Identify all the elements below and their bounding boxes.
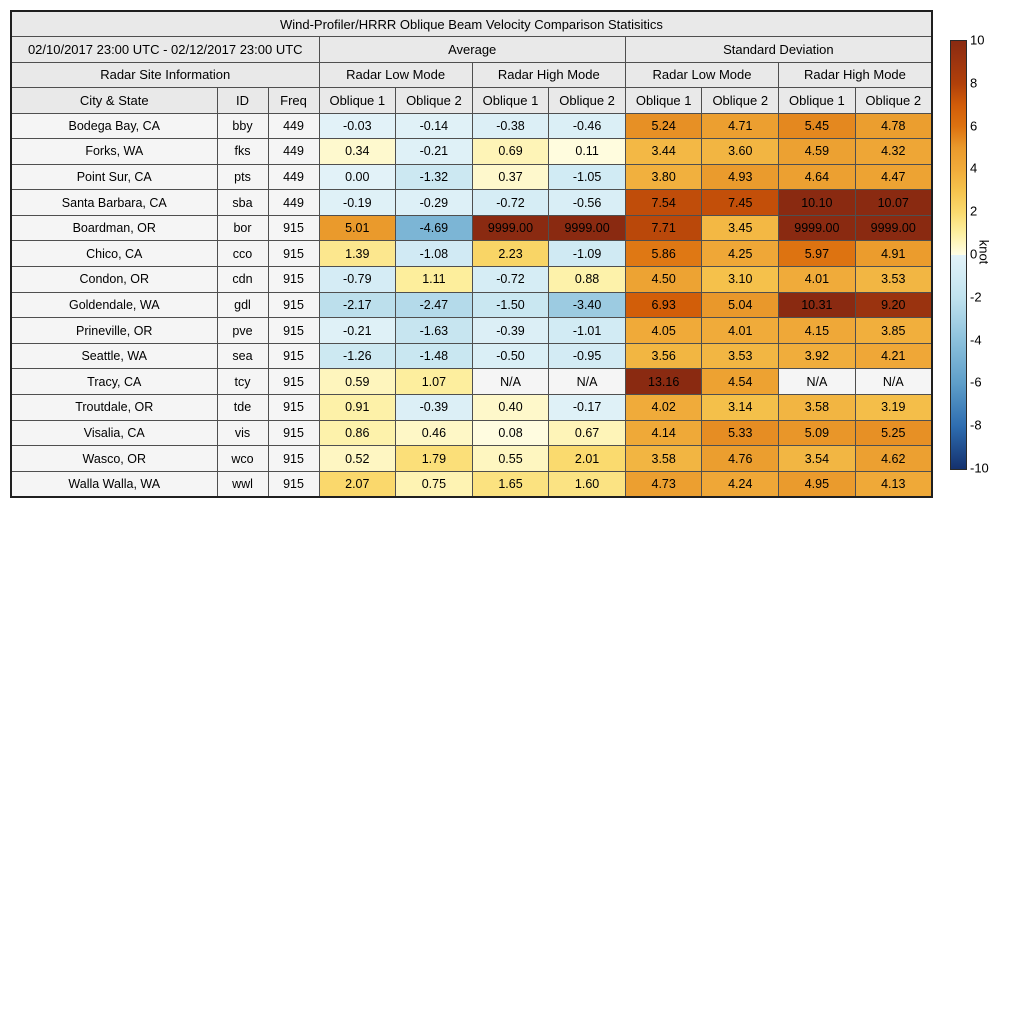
value-cell: 4.21 [855, 343, 932, 369]
freq-cell: 449 [268, 164, 319, 190]
value-cell: -2.47 [396, 292, 473, 318]
freq-cell: 915 [268, 267, 319, 293]
freq-cell: 449 [268, 190, 319, 216]
site-id-cell: tde [217, 395, 268, 421]
site-info-header: Radar Site Information [11, 62, 319, 88]
value-cell: 0.75 [396, 471, 473, 497]
value-cell: 4.01 [779, 267, 856, 293]
colorbar-tick-label: 8 [970, 75, 978, 91]
value-cell: 5.25 [855, 420, 932, 446]
mode-header-row [11, 62, 932, 88]
site-id-cell: pve [217, 318, 268, 344]
value-cell: -0.19 [319, 190, 396, 216]
value-cell: 0.55 [472, 446, 549, 472]
freq-cell: 915 [268, 395, 319, 421]
oblique1-header: Oblique 1 [625, 88, 702, 114]
value-cell: 5.45 [779, 113, 856, 139]
table-row [11, 395, 932, 421]
table-row [11, 215, 932, 241]
value-cell: -0.29 [396, 190, 473, 216]
value-cell: 0.08 [472, 420, 549, 446]
value-cell: 4.93 [702, 164, 779, 190]
table-row [11, 420, 932, 446]
value-cell: 0.37 [472, 164, 549, 190]
oblique2-header: Oblique 2 [396, 88, 473, 114]
oblique1-header: Oblique 1 [472, 88, 549, 114]
value-cell: 9999.00 [549, 215, 626, 241]
value-cell: -0.50 [472, 343, 549, 369]
city-state-cell: Seattle, WA [11, 343, 217, 369]
colorbar-tick-label: -4 [970, 332, 982, 348]
value-cell: 0.52 [319, 446, 396, 472]
value-cell: 0.00 [319, 164, 396, 190]
value-cell: -1.48 [396, 343, 473, 369]
value-cell: -1.50 [472, 292, 549, 318]
value-cell: 4.13 [855, 471, 932, 497]
colorbar-tick-label: -2 [970, 289, 982, 305]
value-cell: 4.05 [625, 318, 702, 344]
sd-high-mode-header: Radar High Mode [779, 62, 932, 88]
title-row [11, 11, 932, 37]
value-cell: 9999.00 [472, 215, 549, 241]
oblique1-header: Oblique 1 [319, 88, 396, 114]
value-cell: 4.54 [702, 369, 779, 395]
freq-cell: 449 [268, 113, 319, 139]
site-id-cell: wwl [217, 471, 268, 497]
value-cell: 0.69 [472, 139, 549, 165]
table-row [11, 267, 932, 293]
avg-high-mode-header: Radar High Mode [472, 62, 625, 88]
city-state-cell: Bodega Bay, CA [11, 113, 217, 139]
stddev-group-header: Standard Deviation [625, 37, 931, 63]
city-state-cell: Goldendale, WA [11, 292, 217, 318]
value-cell: 4.15 [779, 318, 856, 344]
value-cell: 3.58 [779, 395, 856, 421]
city-state-cell: Walla Walla, WA [11, 471, 217, 497]
value-cell: 9999.00 [855, 215, 932, 241]
site-id-cell: bby [217, 113, 268, 139]
city-state-cell: Chico, CA [11, 241, 217, 267]
city-state-cell: Prineville, OR [11, 318, 217, 344]
table-row [11, 139, 932, 165]
value-cell: 4.91 [855, 241, 932, 267]
value-cell: -0.72 [472, 267, 549, 293]
value-cell: 3.44 [625, 139, 702, 165]
value-cell: -0.56 [549, 190, 626, 216]
city-state-header: City & State [11, 88, 217, 114]
value-cell: 3.53 [855, 267, 932, 293]
value-cell: 0.46 [396, 420, 473, 446]
freq-cell: 915 [268, 343, 319, 369]
value-cell: 4.01 [702, 318, 779, 344]
value-cell: -0.14 [396, 113, 473, 139]
value-cell: -1.26 [319, 343, 396, 369]
value-cell: 1.11 [396, 267, 473, 293]
avg-low-mode-header: Radar Low Mode [319, 62, 472, 88]
value-cell: -2.17 [319, 292, 396, 318]
table-row [11, 343, 932, 369]
value-cell: 3.85 [855, 318, 932, 344]
table-row [11, 318, 932, 344]
value-cell: 4.25 [702, 241, 779, 267]
value-cell: 0.11 [549, 139, 626, 165]
city-state-cell: Condon, OR [11, 267, 217, 293]
average-group-header: Average [319, 37, 625, 63]
site-id-cell: cco [217, 241, 268, 267]
colorbar-tick-label: -10 [970, 460, 989, 476]
id-header: ID [217, 88, 268, 114]
value-cell: -0.39 [396, 395, 473, 421]
site-id-cell: wco [217, 446, 268, 472]
value-cell: 1.60 [549, 471, 626, 497]
value-cell: 3.53 [702, 343, 779, 369]
value-cell: 4.24 [702, 471, 779, 497]
colorbar-tick-label: 2 [970, 203, 978, 219]
value-cell: 1.65 [472, 471, 549, 497]
value-cell: -1.63 [396, 318, 473, 344]
table-title: Wind-Profiler/HRRR Oblique Beam Velocity Comparison Statisitics [11, 11, 932, 37]
colorbar-tick-label: -8 [970, 417, 982, 433]
value-cell: 0.91 [319, 395, 396, 421]
value-cell: -4.69 [396, 215, 473, 241]
freq-cell: 915 [268, 446, 319, 472]
site-id-cell: sea [217, 343, 268, 369]
value-cell: -0.38 [472, 113, 549, 139]
city-state-cell: Boardman, OR [11, 215, 217, 241]
value-cell: 4.73 [625, 471, 702, 497]
value-cell: 5.97 [779, 241, 856, 267]
site-id-cell: tcy [217, 369, 268, 395]
value-cell: N/A [779, 369, 856, 395]
value-cell: 1.79 [396, 446, 473, 472]
city-state-cell: Wasco, OR [11, 446, 217, 472]
value-cell: 4.50 [625, 267, 702, 293]
value-cell: 10.31 [779, 292, 856, 318]
value-cell: -0.21 [319, 318, 396, 344]
group-header-row [11, 37, 932, 63]
column-header-row [11, 88, 932, 114]
value-cell: -0.46 [549, 113, 626, 139]
value-cell: 5.33 [702, 420, 779, 446]
value-cell: -0.03 [319, 113, 396, 139]
value-cell: 0.34 [319, 139, 396, 165]
value-cell: -0.79 [319, 267, 396, 293]
value-cell: 7.45 [702, 190, 779, 216]
site-id-cell: cdn [217, 267, 268, 293]
period-label: 02/10/2017 23:00 UTC - 02/12/2017 23:00 UTC [11, 37, 319, 63]
value-cell: 5.09 [779, 420, 856, 446]
colorbar-tick-label: 0 [970, 246, 978, 262]
table-row [11, 471, 932, 497]
value-cell: N/A [855, 369, 932, 395]
freq-cell: 915 [268, 215, 319, 241]
value-cell: 3.54 [779, 446, 856, 472]
oblique2-header: Oblique 2 [855, 88, 932, 114]
value-cell: 4.32 [855, 139, 932, 165]
value-cell: -0.39 [472, 318, 549, 344]
freq-cell: 915 [268, 318, 319, 344]
oblique1-header: Oblique 1 [779, 88, 856, 114]
value-cell: 9999.00 [779, 215, 856, 241]
freq-cell: 915 [268, 241, 319, 267]
colorbar-tick-label: 10 [970, 32, 985, 48]
value-cell: 10.10 [779, 190, 856, 216]
value-cell: -0.95 [549, 343, 626, 369]
statistics-table [10, 10, 933, 498]
table-row [11, 113, 932, 139]
value-cell: 4.78 [855, 113, 932, 139]
value-cell: 4.62 [855, 446, 932, 472]
value-cell: 0.67 [549, 420, 626, 446]
table-row [11, 369, 932, 395]
value-cell: -0.21 [396, 139, 473, 165]
table-row [11, 164, 932, 190]
value-cell: 2.23 [472, 241, 549, 267]
freq-cell: 449 [268, 139, 319, 165]
site-id-cell: vis [217, 420, 268, 446]
site-id-cell: pts [217, 164, 268, 190]
freq-cell: 915 [268, 471, 319, 497]
value-cell: 4.47 [855, 164, 932, 190]
table-row [11, 190, 932, 216]
value-cell: 10.07 [855, 190, 932, 216]
table-row [11, 241, 932, 267]
city-state-cell: Visalia, CA [11, 420, 217, 446]
city-state-cell: Forks, WA [11, 139, 217, 165]
table-row [11, 292, 932, 318]
value-cell: -0.17 [549, 395, 626, 421]
value-cell: 4.76 [702, 446, 779, 472]
value-cell: 2.07 [319, 471, 396, 497]
value-cell: -1.01 [549, 318, 626, 344]
value-cell: N/A [472, 369, 549, 395]
city-state-cell: Point Sur, CA [11, 164, 217, 190]
table-row [11, 446, 932, 472]
site-id-cell: fks [217, 139, 268, 165]
value-cell: 4.14 [625, 420, 702, 446]
value-cell: 4.64 [779, 164, 856, 190]
freq-header: Freq [268, 88, 319, 114]
value-cell: -1.08 [396, 241, 473, 267]
value-cell: 7.71 [625, 215, 702, 241]
colorbar-tick-label: 6 [970, 118, 978, 134]
value-cell: 5.24 [625, 113, 702, 139]
value-cell: 3.56 [625, 343, 702, 369]
value-cell: -1.05 [549, 164, 626, 190]
value-cell: 3.45 [702, 215, 779, 241]
value-cell: 9.20 [855, 292, 932, 318]
city-state-cell: Tracy, CA [11, 369, 217, 395]
site-id-cell: gdl [217, 292, 268, 318]
value-cell: -1.09 [549, 241, 626, 267]
colorbar-unit-label: knot [976, 239, 992, 265]
value-cell: 3.19 [855, 395, 932, 421]
city-state-cell: Troutdale, OR [11, 395, 217, 421]
colorbar [950, 40, 967, 470]
value-cell: N/A [549, 369, 626, 395]
value-cell: 5.04 [702, 292, 779, 318]
value-cell: 3.58 [625, 446, 702, 472]
site-id-cell: bor [217, 215, 268, 241]
value-cell: 0.40 [472, 395, 549, 421]
value-cell: 1.39 [319, 241, 396, 267]
value-cell: 4.59 [779, 139, 856, 165]
value-cell: 3.80 [625, 164, 702, 190]
value-cell: -0.72 [472, 190, 549, 216]
value-cell: 5.01 [319, 215, 396, 241]
value-cell: 1.07 [396, 369, 473, 395]
freq-cell: 915 [268, 292, 319, 318]
value-cell: 0.59 [319, 369, 396, 395]
value-cell: 3.14 [702, 395, 779, 421]
freq-cell: 915 [268, 420, 319, 446]
value-cell: 4.95 [779, 471, 856, 497]
value-cell: 3.92 [779, 343, 856, 369]
value-cell: 2.01 [549, 446, 626, 472]
value-cell: -3.40 [549, 292, 626, 318]
value-cell: 4.02 [625, 395, 702, 421]
value-cell: 3.60 [702, 139, 779, 165]
value-cell: 0.88 [549, 267, 626, 293]
value-cell: 7.54 [625, 190, 702, 216]
colorbar-tick-label: 4 [970, 160, 978, 176]
value-cell: 0.86 [319, 420, 396, 446]
sd-low-mode-header: Radar Low Mode [625, 62, 778, 88]
table-body [11, 113, 932, 497]
value-cell: 5.86 [625, 241, 702, 267]
freq-cell: 915 [268, 369, 319, 395]
value-cell: -1.32 [396, 164, 473, 190]
value-cell: 3.10 [702, 267, 779, 293]
city-state-cell: Santa Barbara, CA [11, 190, 217, 216]
colorbar-tick-label: -6 [970, 374, 982, 390]
oblique2-header: Oblique 2 [549, 88, 626, 114]
value-cell: 4.71 [702, 113, 779, 139]
value-cell: 6.93 [625, 292, 702, 318]
site-id-cell: sba [217, 190, 268, 216]
oblique2-header: Oblique 2 [702, 88, 779, 114]
value-cell: 13.16 [625, 369, 702, 395]
